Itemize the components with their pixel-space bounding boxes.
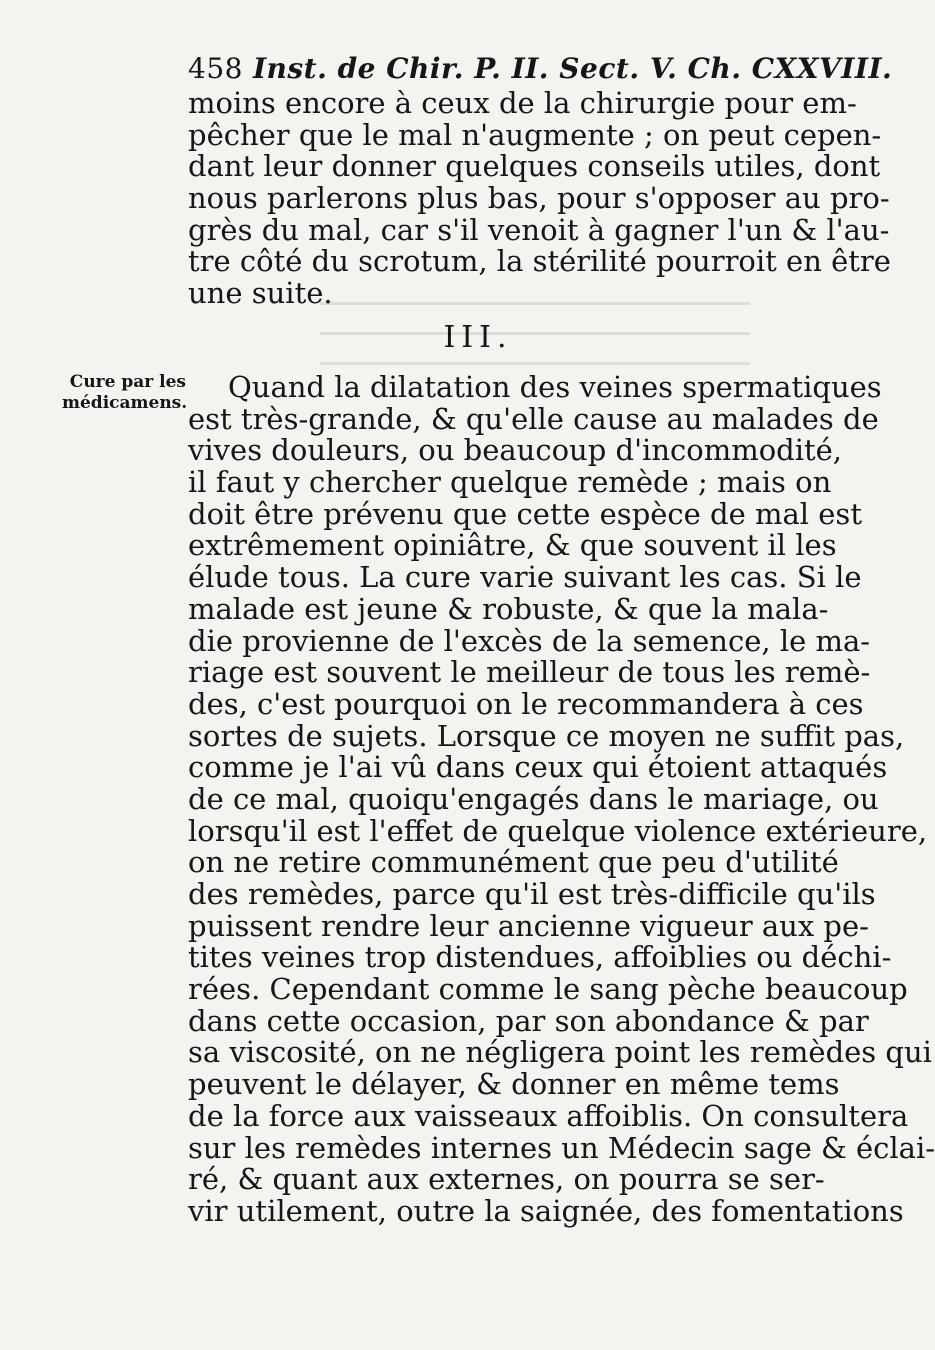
- text-line: sur les remèdes internes un Médecin sage & éclai-: [188, 1130, 935, 1165]
- running-title: Inst. de Chir. P. II. Sect. V. Ch. CXXVIII.: [252, 52, 893, 85]
- marginal-note-line: Cure par les: [69, 372, 186, 392]
- text-line: des remèdes, parce qu'il est très-difficile qu'ils: [188, 877, 876, 911]
- marginal-note-line: médicamens.: [62, 393, 188, 413]
- text-line: die provienne de l'excès de la semence, le ma-: [188, 623, 871, 658]
- page-number: 458: [188, 52, 243, 85]
- paragraph-continuation: [188, 86, 891, 311]
- marginal-note: [62, 372, 186, 414]
- text-line: de la force aux vaisseaux affoiblis. On consultera: [188, 1098, 909, 1133]
- paragraph-main: [188, 370, 935, 1228]
- text-line: rées. Cependant comme le sang pèche beaucoup: [188, 972, 908, 1007]
- text-line: élude tous. La cure varie suivant les cas. Si le: [188, 560, 862, 595]
- text-line: doit être prévenu que cette espèce de mal est: [188, 496, 862, 531]
- text-line: grès du mal, car s'il venoit à gagner l'un & l'au-: [188, 212, 890, 247]
- text-line: il faut y chercher quelque remède ; mais on: [188, 465, 832, 500]
- text-line: est très-grande, & qu'elle cause au malades de: [188, 401, 879, 436]
- text-line: une suite.: [188, 276, 333, 311]
- text-line: nous parlerons plus bas, pour s'opposer au pro-: [188, 181, 890, 216]
- text-line: tre côté du scrotum, la stérilité pourroit en être: [188, 244, 891, 279]
- text-line: sa viscosité, on ne négligera point les remèdes qui: [188, 1035, 932, 1070]
- text-line: de ce mal, quoiqu'engagés dans le mariage, ou: [188, 781, 879, 816]
- text-line: comme je l'ai vû dans ceux qui étoient attaqués: [188, 750, 888, 785]
- text-line: Quand la dilatation des veines spermatiques: [228, 370, 882, 404]
- text-line: sortes de sujets. Lorsque ce moyen ne suffit pas,: [188, 718, 905, 753]
- text-line: dant leur donner quelques conseils utiles, dont: [188, 149, 881, 184]
- text-line: peuvent le délayer, & donner en même tems: [188, 1067, 840, 1102]
- text-line: riage est souvent le meilleur de tous les remè-: [188, 655, 871, 690]
- text-line: on ne retire communément que peu d'utilité: [188, 845, 839, 880]
- text-line: vir utilement, outre la saignée, des fomentations: [188, 1193, 904, 1228]
- section-heading: III.: [443, 320, 513, 355]
- text-line: moins encore à ceux de la chirurgie pour em-: [188, 86, 857, 120]
- text-line: vives douleurs, ou beaucoup d'incommodité,: [188, 433, 843, 468]
- text-line: extrêmement opiniâtre, & que souvent il les: [188, 528, 837, 563]
- text-line: des, c'est pourquoi on le recommandera à ces: [188, 686, 864, 721]
- text-line: dans cette occasion, par son abondance & par: [188, 1003, 869, 1038]
- text-line: puissent rendre leur ancienne vigueur aux pe-: [188, 908, 869, 943]
- text-line: lorsqu'il est l'effet de quelque violence extérieure,: [188, 813, 928, 848]
- running-head: [188, 52, 893, 85]
- text-line: pêcher que le mal n'augmente ; on peut cepen-: [188, 117, 882, 152]
- text-line: ré, & quant aux externes, on pourra se ser-: [188, 1162, 825, 1197]
- text-line: tites veines trop distendues, affoiblies ou déchi-: [188, 940, 892, 975]
- text-line: malade est jeune & robuste, & que la mala-: [188, 591, 829, 626]
